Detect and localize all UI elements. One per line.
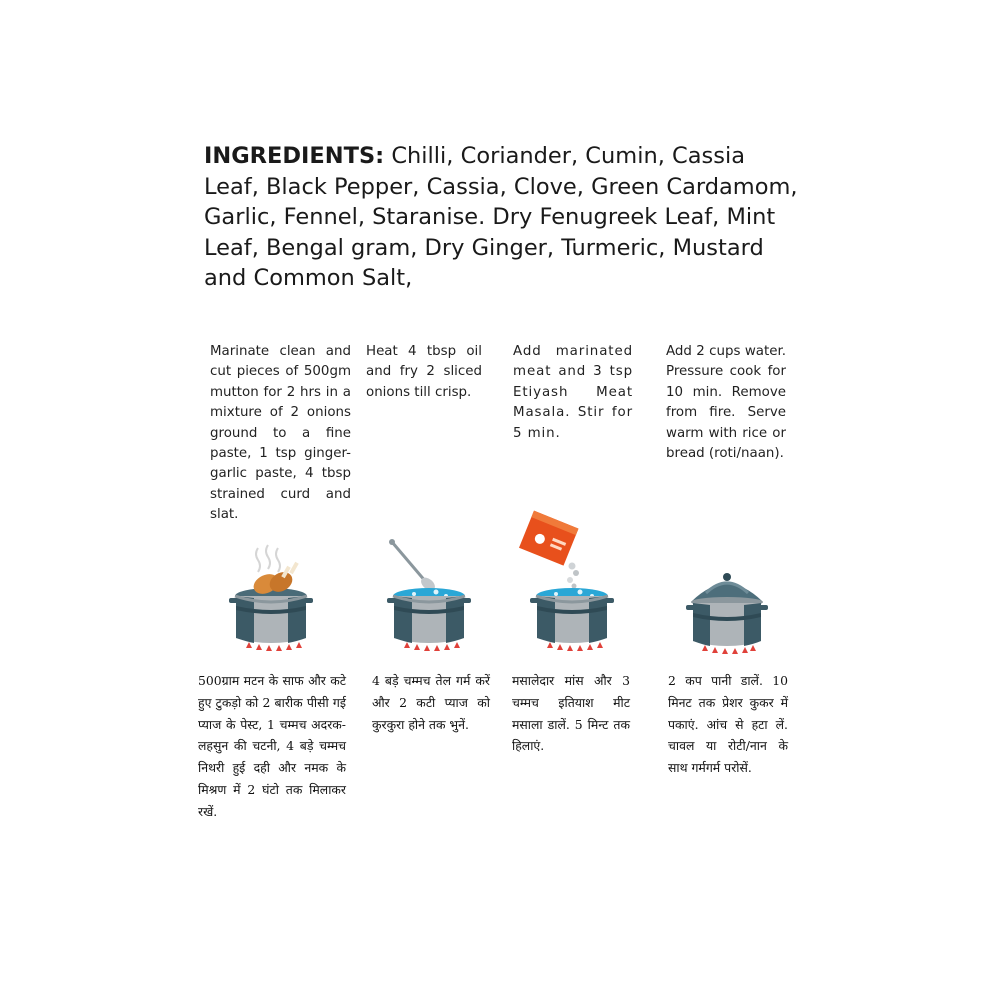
ingredients-text: Chilli, Coriander, Cumin, Cassia Leaf, Black Pepper, Cassia, Clove, Green Cardamom, Garlic, Fennel, Staranise. Dry Fenugreek Leaf, Mint Leaf, Bengal gram, Dry Ginger, Turmeric, Mustard and Common Salt, xyxy=(204,143,798,292)
ingredients-paragraph xyxy=(204,141,804,294)
step-2-english: Heat 4 tbsp oil and fry 2 sliced onions till crisp. xyxy=(366,344,482,400)
step-2-hindi: 4 बड़े चम्मच तेल गर्म करें और 2 कटी प्याज को कुरकुरा होने तक भुनें. xyxy=(372,673,490,732)
pot-with-chicken-icon xyxy=(226,540,316,655)
step-3-hindi: मसालेदार मांस और 3 चम्मच इतियाश मीट मसाला डालें. 5 मिन्ट तक हिलाएं. xyxy=(512,673,630,754)
step-1-hindi: 500ग्राम मटन के साफ और कटे हुए टुकड़ो को 2 बारीक पीसी गई प्याज के पेस्ट, 1 चम्मच अदरक-लहसुन की चटनी, 4 बड़े चम्मच निथरी हुई दही और नमक के मिश्रण में 2 घंटो तक मिलाकर रखें. xyxy=(198,673,346,819)
pot-with-spoon-icon xyxy=(384,536,474,655)
step-3-english: Add marinated meat and 3 tsp Etiyash Meat Masala. Stir for 5 min. xyxy=(513,344,633,441)
ingredients-label: INGREDIENTS: xyxy=(204,143,385,169)
pot-with-masala-packet-icon xyxy=(510,510,630,655)
step-4-english: Add 2 cups water. Pressure cook for 10 min. Remove from fire. Serve warm with rice or bread (roti/naan). xyxy=(666,344,786,462)
covered-pot-icon xyxy=(686,565,768,655)
step-1-english: Marinate clean and cut pieces of 500gm mutton for 2 hrs in a mixture of 2 onions ground to a fine paste, 1 tsp ginger-garlic paste, 4 tbsp strained curd and slat. xyxy=(210,344,351,523)
step-4-hindi: 2 कप पानी डालें. 10 मिनट तक प्रेशर कुकर में पकाएं. आंच से हटा लें. चावल या रोटी/नान के साथ गर्मगर्म परोसें. xyxy=(668,673,788,776)
